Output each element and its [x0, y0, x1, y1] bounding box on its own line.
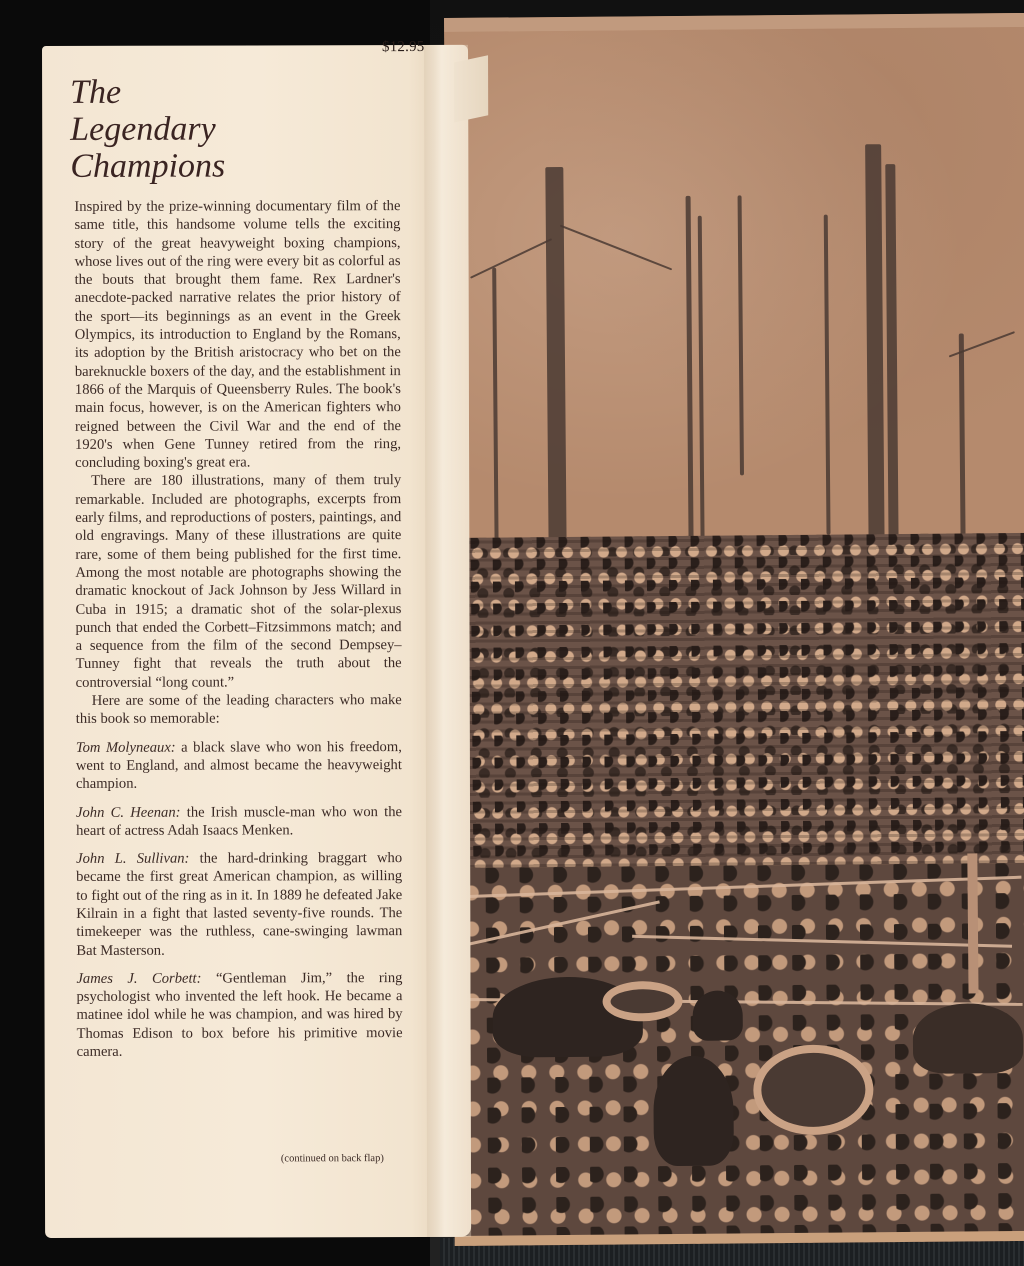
title-line: Legendary — [70, 110, 216, 148]
continued-note: (continued on back flap) — [280, 1153, 384, 1165]
paragraph-intro: Inspired by the prize-winning documentary film of the same title, this handsome volume tells the exciting story of the great heavyweight boxing champions, whose lives out of the ring were every bit as colorful as the bouts that brought them fame. Rex Lardner's anecdote-packed narrative relates the prior history of the sport—its beginnings as an event in the Greek Olympics, its introduction to England by the Romans, its adoption by the British aristocracy who bet on the bareknuckle boxers of the day, and the establishment in 1866 of the Marquis of Queensberry Rules. The book's main focus, however, is on the American fighters who reigned between the Civil War and the end of the 1920's when Gene Tunney retired from the ring, concluding boxing's great era. — [74, 198, 402, 472]
character-entry — [76, 849, 402, 960]
jacket-front-flap — [42, 38, 471, 1238]
character-description: the hard-drinking braggart who became the first great American champion, as willing to fight out of the ring as in it. In 1889 he defeated Jake Kilrain in a fight that lasted seventy-five rounds. The timekeeper was the ruthless, cane-swinging lawman Bat Masterson. — [76, 850, 403, 959]
character-entry — [76, 969, 402, 1061]
cover-photo — [444, 13, 1024, 1246]
title-line: The — [70, 73, 122, 111]
price-clip-corner — [454, 55, 488, 122]
photo-border — [444, 13, 1024, 1246]
character-name: James J. Corbett: — [76, 970, 202, 987]
character-name: Tom Molyneaux: — [75, 739, 176, 756]
price-label: $12.95 — [381, 38, 425, 56]
character-name: John C. Heenan: — [75, 804, 181, 821]
character-description: the Irish muscle-man who won the heart of actress Adah Isaacs Menken. — [76, 803, 403, 839]
character-description: “Gentleman Jim,” the ring psychologist who invented the left hook. He became a matinee idol while he was champion, and was hired by Thomas Edison to box before his primitive movie camera. — [76, 969, 403, 1060]
character-description: a black slave who won his freedom, went to England, and almost became the heavyweight champion. — [75, 738, 402, 793]
character-entry — [76, 738, 402, 794]
paragraph-illustrations: There are 180 illustrations, many of them truly remarkable. Included are photographs, excerpts from early films, and reproductions of posters, paintings, and old engravings. Many of these illustrations are quite rare, some of them being published for the first time. Among the most notable are photographs showing the dramatic knockout of Jack Johnson by Jess Willard in Cuba in 1915; a dramatic shot of the solar-plexus punch that ended the Corbett–Fitzsimmons match; and a sequence from the film of the second Dempsey–Tunney fight that reveals the truth about the controversial “long count.” — [75, 472, 402, 691]
flap-fold-crease — [424, 45, 471, 1237]
book-title — [70, 73, 330, 185]
character-name: John L. Sullivan: — [76, 850, 190, 868]
paragraph-characters-lead: Here are some of the leading characters who make this book so memorable: — [75, 692, 402, 728]
character-entry — [76, 803, 402, 840]
title-line: Champions — [70, 147, 226, 185]
flap-copy — [74, 197, 402, 1061]
